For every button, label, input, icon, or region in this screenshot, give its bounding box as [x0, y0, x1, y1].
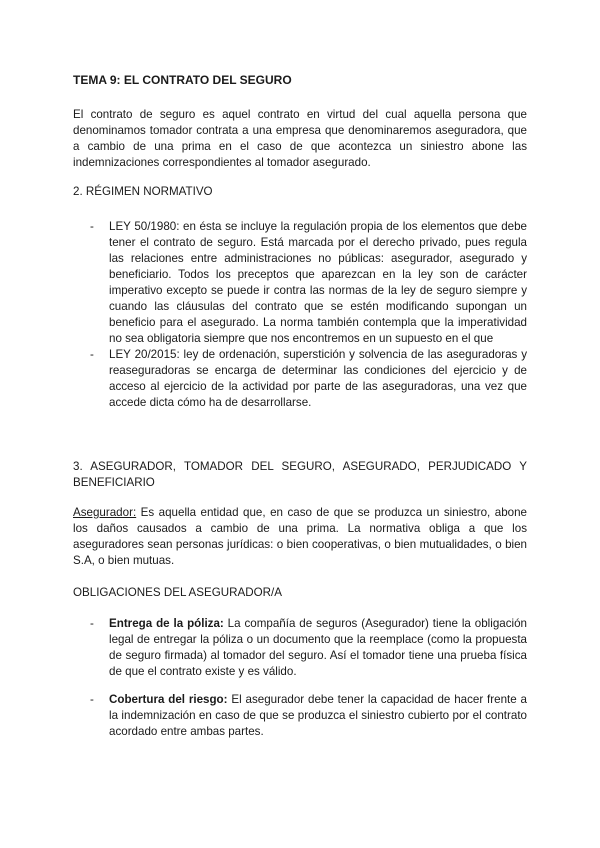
- dash-bullet: -: [90, 617, 94, 630]
- list-item: [73, 692, 527, 740]
- list-item: [73, 219, 527, 347]
- document-title: TEMA 9: EL CONTRATO DEL SEGURO: [73, 73, 292, 87]
- obligation-label: Entrega de la póliza:: [109, 617, 224, 630]
- section-3-heading: 3. ASEGURADOR, TOMADOR DEL SEGURO, ASEGURADO, PERJUDICADO Y BENEFICIARIO: [73, 460, 527, 489]
- dash-bullet: -: [90, 693, 94, 706]
- list-item: [73, 347, 527, 411]
- obligation-text: La compañía de seguros (Asegurador) tiene la obligación legal de entregar la póliza o un documento que la reemplace (como la propuesta de seguro firmada) al tomador del seguro. Así el tomador tiene una prueba física de que el contrato existe y es válido.: [109, 617, 527, 678]
- list-item: [73, 616, 527, 680]
- asegurador-term: Asegurador:: [73, 506, 137, 519]
- section-2-list: [73, 219, 527, 411]
- obligations-heading: OBLIGACIONES DEL ASEGURADOR/A: [73, 586, 282, 599]
- asegurador-paragraph: [73, 505, 527, 569]
- obligation-text: El asegurador debe tener la capacidad de hacer frente a la indemnización en caso de que se produzca el siniestro cubierto por el contrato acordado entre ambas partes.: [109, 693, 527, 738]
- list-item-text: LEY 50/1980: en ésta se incluye la regulación propia de los elementos que debe tener el contrato de seguro. Está marcada por el derecho privado, pues regula las relaciones entre administraciones no públicas: asegurador, asegurado y beneficiario. Todos los preceptos que aparezcan en la ley son de carácter imperativo excepto se puede ir contra las normas de la ley de seguro siempre y cuando las cláusulas del contrato que se estén modificando supongan un beneficio para el asegurado. La norma también contempla que la imperatividad no sea obligatoria siempre que nos encontremos en un supuesto en el que: [109, 220, 527, 345]
- list-item-text: LEY 20/2015: ley de ordenación, superstición y solvencia de las aseguradoras y reaseguradoras se encarga de determinar las condiciones del ejercicio y de acceso al ejercicio de la actividad por parte de las aseguradoras, una vez que accede dicta cómo ha de desarrollarse.: [109, 348, 527, 409]
- obligations-list: [73, 616, 527, 740]
- dash-bullet: -: [90, 348, 94, 361]
- section-2-heading: 2. RÉGIMEN NORMATIVO: [73, 185, 213, 198]
- dash-bullet: -: [90, 220, 94, 233]
- obligation-label: Cobertura del riesgo:: [109, 693, 228, 706]
- asegurador-definition: Es aquella entidad que, en caso de que se produzca un siniestro, abone los daños causados a cambio de una prima. La normativa obliga a que los aseguradores sean personas jurídicas: o bien cooperativas, o bien mutualidades, o bien S.A, o bien mutuas.: [73, 506, 527, 567]
- intro-paragraph: El contrato de seguro es aquel contrato en virtud del cual aquella persona que denominamos tomador contrata a una empresa que denominaremos aseguradora, que a cambio de una prima en el caso de que acontezca un siniestro abone las indemnizaciones correspondientes al tomador asegurado.: [73, 108, 527, 169]
